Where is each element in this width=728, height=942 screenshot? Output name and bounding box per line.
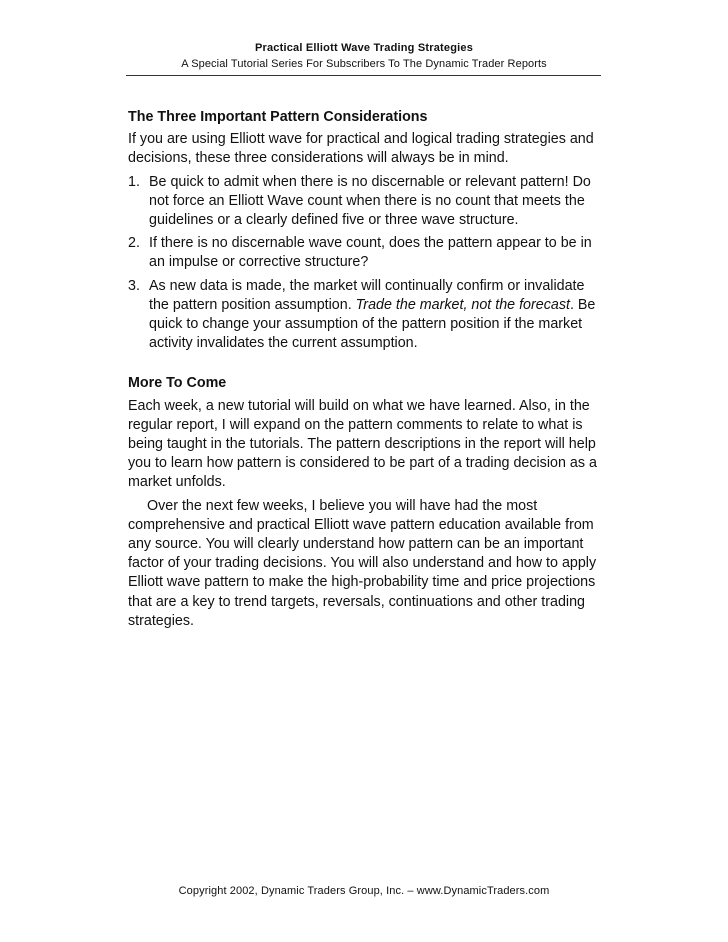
list-item-text: If there is no discernable wave count, does the pattern appear to be in an impulse or corrective structure?	[149, 235, 592, 271]
list-item	[128, 277, 598, 354]
section-heading-more-to-come: More To Come	[128, 375, 227, 392]
list-item	[128, 234, 598, 272]
section-intro: If you are using Elliott wave for practical and logical trading strategies and decisions, these three considerations will always be in mind.	[128, 131, 594, 167]
header-subtitle: A Special Tutorial Series For Subscribers To The Dynamic Trader Reports	[181, 58, 547, 70]
section-spacer	[128, 357, 598, 374]
list-item-text-after: . Be quick to change your assumption of the pattern position if the market activity invalidates the current assumption.	[149, 296, 596, 352]
list-item-text: Be quick to admit when there is no discernable or relevant pattern! Do not force an Elliott Wave count when there is no count that meets the guidelines or a clearly defined five or three wave structure.	[149, 173, 591, 229]
list-item-number: 1.	[128, 173, 140, 190]
header-title: Practical Elliott Wave Trading Strategies	[254, 42, 474, 54]
paragraph-1: Each week, a new tutorial will build on what we have learned. Also, in the regular report, I will expand on the pattern comments to relate to what is being taught in the tutorials. The pattern descriptions in the report will help you to learn how pattern is considered to be part of a trading decision as a market unfolds.	[128, 397, 597, 491]
list-item	[128, 173, 598, 231]
page-footer: Copyright 2002, Dynamic Traders Group, Inc. – www.DynamicTraders.com	[178, 885, 550, 897]
paragraph-2: Over the next few weeks, I believe you will have had the most comprehensive and practical Elliott wave pattern education available from any source. You will clearly understand how pattern can be an important factor of your trading decisions. You will also understand and how to apply Elliott wave pattern to make the high-probability time and price projections that are a key to trend targets, reversals, continuations and other trading strategies.	[128, 497, 597, 629]
page-header	[0, 40, 728, 72]
list-item-number: 2.	[128, 235, 140, 252]
list-item-text-italic: Trade the market, not the forecast	[355, 296, 570, 313]
section-heading-considerations: The Three Important Pattern Considerations	[128, 109, 428, 125]
document-body	[128, 108, 598, 631]
list-item-text-before: As new data is made, the market will continually confirm or invalidate the pattern position assumption.	[149, 277, 585, 313]
header-rule	[126, 75, 601, 76]
list-item-number: 3.	[128, 277, 140, 294]
considerations-list	[128, 173, 598, 354]
